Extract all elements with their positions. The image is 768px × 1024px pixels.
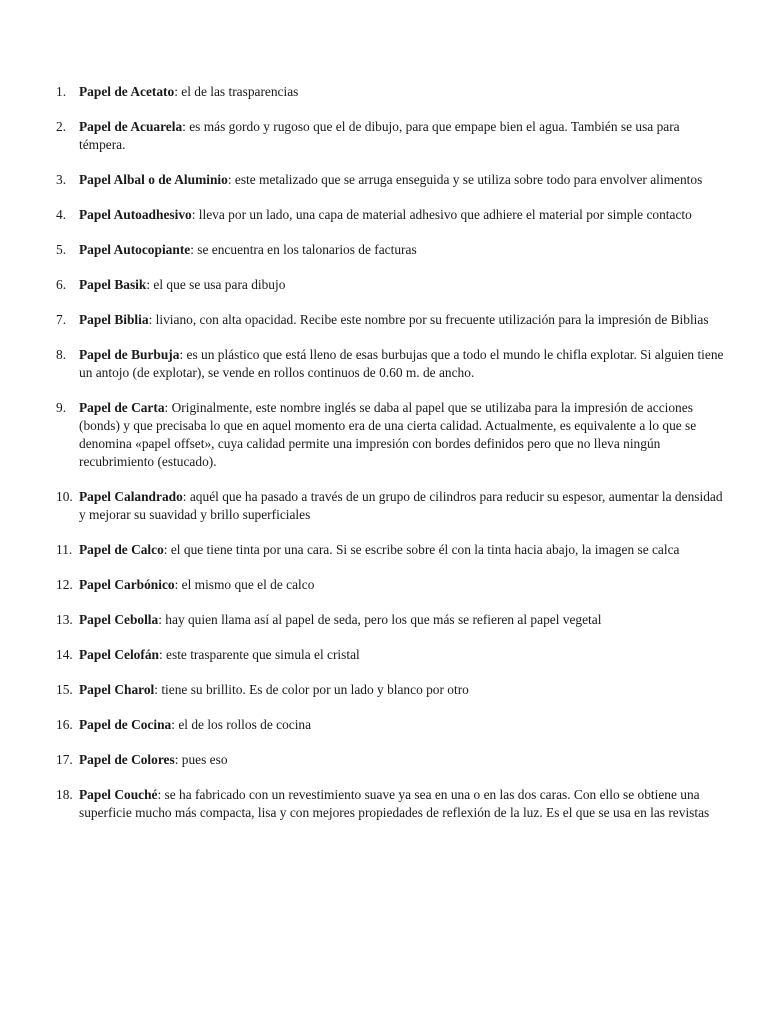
item-description: : se ha fabricado con un revestimiento suave ya sea en una o en las dos caras. Con ello se obtiene una superficie mucho más compacta, lisa y con mejores propiedades de reflexión de la luz. Es el que se usa en las revistas	[79, 787, 710, 820]
item-number: 6.	[56, 277, 67, 292]
item-term: Papel Autocopiante	[79, 242, 191, 257]
list-item	[0, 646, 768, 664]
list-item	[0, 716, 768, 734]
item-term: Papel de Carta	[79, 400, 165, 415]
item-description: : este metalizado que se arruga enseguida y se utiliza sobre todo para envolver alimentos	[227, 172, 703, 187]
item-text	[79, 206, 729, 224]
list-item	[0, 576, 768, 594]
item-number: 16.	[56, 717, 73, 732]
item-text	[79, 346, 729, 382]
item-number: 9.	[56, 400, 67, 415]
list-item	[0, 751, 768, 769]
item-text	[79, 786, 729, 822]
item-number: 18.	[56, 787, 73, 802]
item-description: : el de los rollos de cocina	[171, 717, 312, 732]
item-term: Papel Calandrado	[79, 489, 183, 504]
item-text	[79, 716, 729, 734]
item-number: 8.	[56, 347, 67, 362]
item-term: Papel de Colores	[79, 752, 175, 767]
item-term: Papel Albal o de Aluminio	[79, 172, 228, 187]
item-term: Papel Carbónico	[79, 577, 175, 592]
item-description: : el de las trasparencias	[174, 84, 299, 99]
list-item	[0, 118, 768, 154]
list-item	[0, 399, 768, 471]
item-text	[79, 751, 729, 769]
paper-types-list	[0, 83, 768, 822]
item-number: 17.	[56, 752, 73, 767]
list-item	[0, 681, 768, 699]
item-text	[79, 399, 729, 471]
item-text	[79, 611, 729, 629]
item-term: Papel de Acuarela	[79, 119, 183, 134]
item-description: : se encuentra en los talonarios de facturas	[190, 242, 417, 257]
item-term: Papel de Calco	[79, 542, 164, 557]
item-description: : el mismo que el de calco	[174, 577, 315, 592]
item-number: 5.	[56, 242, 67, 257]
item-number: 3.	[56, 172, 67, 187]
item-text	[79, 241, 729, 259]
item-number: 7.	[56, 312, 67, 327]
item-description: : aquél que ha pasado a través de un grupo de cilindros para reducir su espesor, aumentar la densidad y mejorar su suavidad y brillo superficiales	[79, 489, 723, 522]
item-term: Papel de Acetato	[79, 84, 175, 99]
item-number: 1.	[56, 84, 67, 99]
item-description: : es un plástico que está lleno de esas burbujas que a todo el mundo le chifla explotar. Si alguien tiene un antojo (de explotar), se vende en rollos continuos de 0.60 m. de ancho.	[79, 347, 724, 380]
item-description: : pues eso	[174, 752, 228, 767]
list-item	[0, 488, 768, 524]
item-term: Papel Charol	[79, 682, 155, 697]
item-number: 13.	[56, 612, 73, 627]
item-text	[79, 646, 729, 664]
list-item	[0, 311, 768, 329]
item-description: : el que tiene tinta por una cara. Si se escribe sobre él con la tinta hacia abajo, la imagen se calca	[163, 542, 680, 557]
item-description: : liviano, con alta opacidad. Recibe este nombre por su frecuente utilización para la impresión de Biblias	[148, 312, 709, 327]
list-item	[0, 206, 768, 224]
item-number: 12.	[56, 577, 73, 592]
list-item	[0, 346, 768, 382]
item-term: Papel Biblia	[79, 312, 149, 327]
item-number: 4.	[56, 207, 67, 222]
item-description: : el que se usa para dibujo	[146, 277, 286, 292]
item-number: 2.	[56, 119, 67, 134]
list-item	[0, 171, 768, 189]
item-text	[79, 488, 729, 524]
item-term: Papel de Cocina	[79, 717, 172, 732]
list-item	[0, 541, 768, 559]
item-term: Papel Autoadhesivo	[79, 207, 192, 222]
item-description: : es más gordo y rugoso que el de dibujo, para que empape bien el agua. También se usa para témpera.	[79, 119, 680, 152]
item-description: : este trasparente que simula el cristal	[158, 647, 360, 662]
item-term: Papel Celofán	[79, 647, 159, 662]
item-description: : Originalmente, este nombre inglés se daba al papel que se utilizaba para la impresión de acciones (bonds) y que precisaba lo que en aquel momento era de una cierta calidad. Actualmente, es equivalente a lo que se denomina «papel offset», cuya calidad permite una impresión con bordes definidos pero que no lleva ningún recubrimiento (estucado).	[79, 400, 697, 469]
item-term: Papel Couché	[79, 787, 158, 802]
item-number: 15.	[56, 682, 73, 697]
document-page	[0, 83, 768, 839]
item-text	[79, 311, 729, 329]
item-text	[79, 681, 729, 699]
item-description: : lleva por un lado, una capa de material adhesivo que adhiere el material por simple contacto	[191, 207, 692, 222]
item-description: : tiene su brillito. Es de color por un lado y blanco por otro	[154, 682, 469, 697]
item-text	[79, 576, 729, 594]
list-item	[0, 241, 768, 259]
list-item	[0, 786, 768, 822]
item-text	[79, 171, 729, 189]
item-description: : hay quien llama así al papel de seda, pero los que más se refieren al papel vegetal	[158, 612, 602, 627]
item-number: 14.	[56, 647, 73, 662]
item-term: Papel Basik	[79, 277, 147, 292]
item-number: 11.	[56, 542, 73, 557]
item-text	[79, 83, 729, 101]
item-term: Papel de Burbuja	[79, 347, 180, 362]
item-term: Papel Cebolla	[79, 612, 159, 627]
item-text	[79, 541, 729, 559]
item-number: 10.	[56, 489, 73, 504]
list-item	[0, 276, 768, 294]
list-item	[0, 611, 768, 629]
list-item	[0, 83, 768, 101]
item-text	[79, 276, 729, 294]
item-text	[79, 118, 729, 154]
